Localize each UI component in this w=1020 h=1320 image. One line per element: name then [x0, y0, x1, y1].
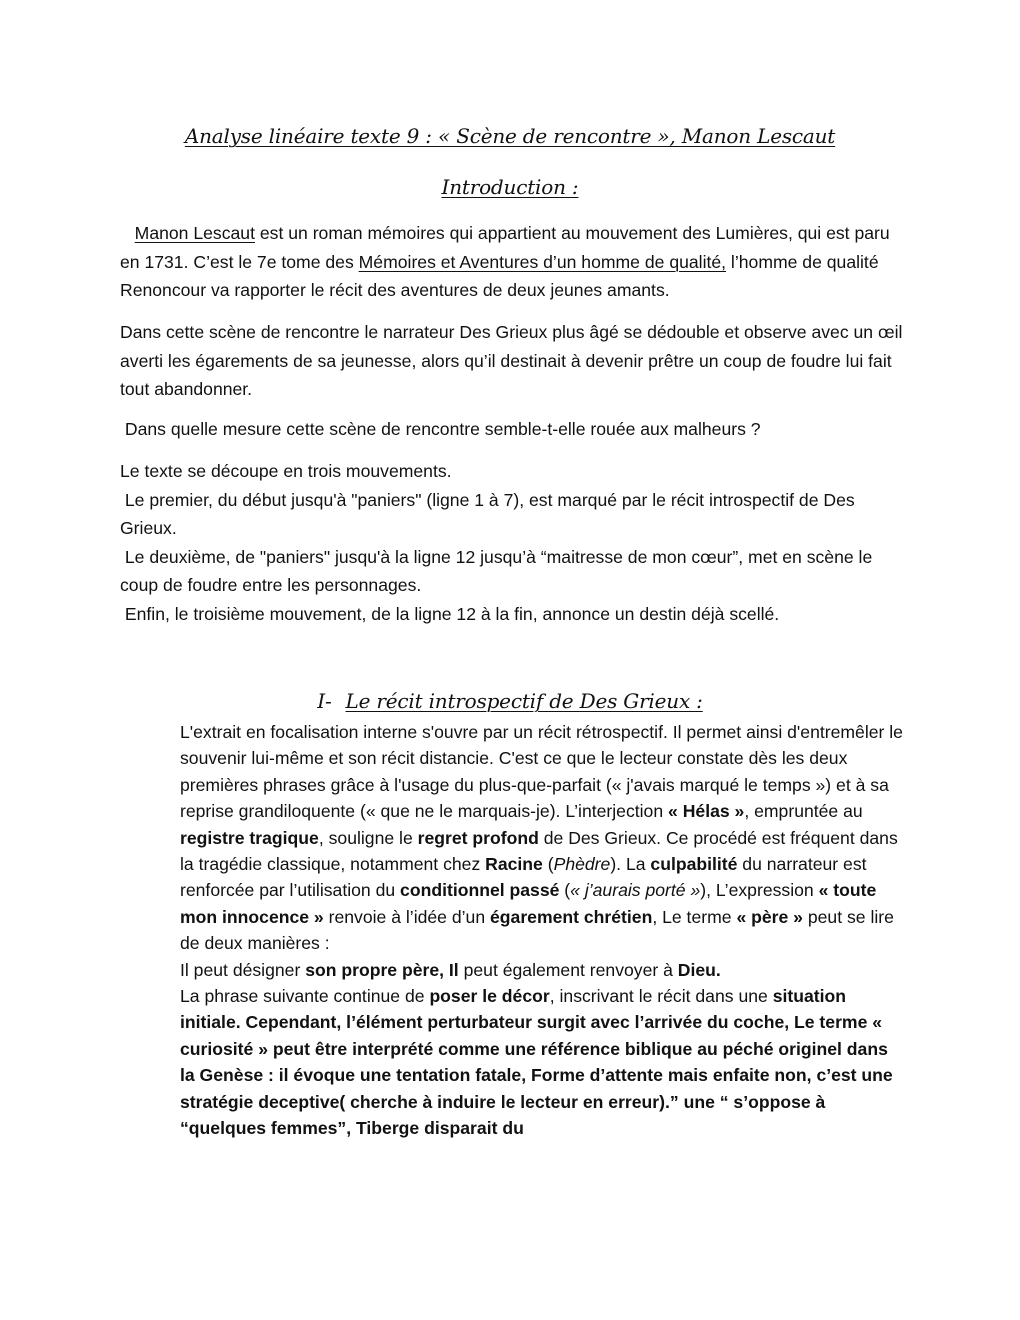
introduction-heading: Introduction : [441, 175, 579, 199]
text: peut se lire de deux manières : [180, 906, 894, 954]
plan-paragraph [120, 457, 905, 628]
section-1-number: I- [317, 689, 332, 713]
section-1-paragraph-2 [180, 957, 905, 983]
text: L'extrait en focalisation interne s'ouvre par un récit rétrospectif. Il permet ainsi d'entremêler le souvenir lui-même et son récit distancie. C'est ce que le lecteur constate dès les deux premières phrases grâce à l'usage du plus-que-parfait (« j'avais marqué le temps ») et à sa reprise grandiloquente (« que ne le marquais-je). L’interjection [180, 722, 903, 822]
bold-term: poser le décor [429, 986, 550, 1007]
text: La phrase suivante continue de [180, 986, 430, 1007]
text: de Des Grieux. Ce procédé est fréquent dans la tragédie classique, notamment chez [180, 827, 898, 875]
text: , Le terme [652, 906, 737, 927]
intro-paragraph-2: Dans cette scène de rencontre le narrateur Des Grieux plus âgé se dédouble et observe avec un œil averti les égarements de sa jeunesse, alors qu’il destinait à devenir prêtre un coup de foudre lui fait tout abandonner. [120, 322, 903, 399]
text: , souligne le [318, 827, 418, 848]
text: peut également renvoyer à [458, 959, 678, 980]
book-title-manon-lescaut: Manon Lescaut [134, 223, 255, 243]
plan-line-1: Le texte se découpe en trois mouvements. [120, 461, 452, 481]
plan-line-3: Le deuxième, de "paniers" jusqu'à la ligne 12 jusqu’à “maitresse de mon cœur”, met en scène le coup de foudre entre les personnages. [120, 546, 878, 595]
bold-term: son propre père, Il [305, 959, 459, 980]
section-1-paragraph-1 [180, 719, 905, 957]
bold-term: conditionnel passé [400, 880, 560, 901]
bold-term: Dieu. [677, 959, 721, 980]
text: ), L’expression [700, 880, 819, 901]
bold-term: égarement chrétien [490, 906, 653, 927]
bold-term: « père » [736, 906, 803, 927]
text: Il peut désigner [180, 959, 306, 980]
text: , inscrivant le récit dans une [549, 986, 773, 1007]
bold-term: « toute mon innocence » [180, 880, 877, 927]
section-1-heading [120, 686, 900, 717]
italic-term: Phèdre [553, 854, 611, 875]
intro-indent [120, 223, 135, 243]
section-1-paragraph-3 [180, 983, 905, 1141]
problematique: Dans quelle mesure cette scène de rencontre semble-t-elle rouée aux malheurs ? [120, 419, 761, 439]
text: renvoie à l’idée d’un [323, 906, 490, 927]
plan-line-2: Le premier, du début jusqu'à "paniers" (ligne 1 à 7), est marqué par le récit introspectif de Des Grieux. [120, 489, 860, 538]
bold-term: « Hélas » [668, 801, 745, 822]
intro-text: est un roman mémoires qui appartient au mouvement des Lumières, qui est paru en 1731. C’est le 7e tome des [120, 223, 895, 272]
intro-text: l’homme de qualité Renoncour va rapporter le récit des aventures de deux jeunes amants. [120, 251, 884, 300]
text: du narrateur est renforcée par l’utilisation du [180, 854, 867, 901]
text: ( [542, 854, 554, 875]
text: ). La [610, 854, 651, 875]
section-1-body [180, 719, 905, 1142]
bold-term: registre tragique [180, 827, 319, 848]
bold-term: Racine [485, 854, 543, 875]
plan-line-4: Enfin, le troisième mouvement, de la ligne 12 à la fin, annonce un destin déjà scellé. [120, 603, 780, 624]
bold-term: situation initiale. Cependant, l’élément perturbateur surgit avec l’arrivée du coche, Le terme « curiosité » peut être interprété comme une référence biblique au péché originel dans la Genèse : il évoque une tentation fatale, Forme d’attente mais enfaite non, c’est une stratégie deceptive( cherche à induire le lecteur en erreur).” une “ s’oppose à “quelques femmes”, Tiberge disparait du [180, 986, 893, 1139]
bold-term: culpabilité [650, 854, 738, 875]
italic-term: « j’aurais porté » [570, 880, 701, 901]
text: ( [559, 880, 571, 901]
document-title: Analyse linéaire texte 9 : « Scène de rencontre », Manon Lescaut [184, 124, 836, 148]
intro-paragraph-1 [120, 219, 905, 305]
book-title-memoires: Mémoires et Aventures d’un homme de qualité, [358, 251, 727, 272]
text: , empruntée au [744, 801, 863, 822]
section-1-title: Le récit introspectif de Des Grieux : [345, 689, 703, 713]
bold-term: regret profond [417, 827, 539, 848]
